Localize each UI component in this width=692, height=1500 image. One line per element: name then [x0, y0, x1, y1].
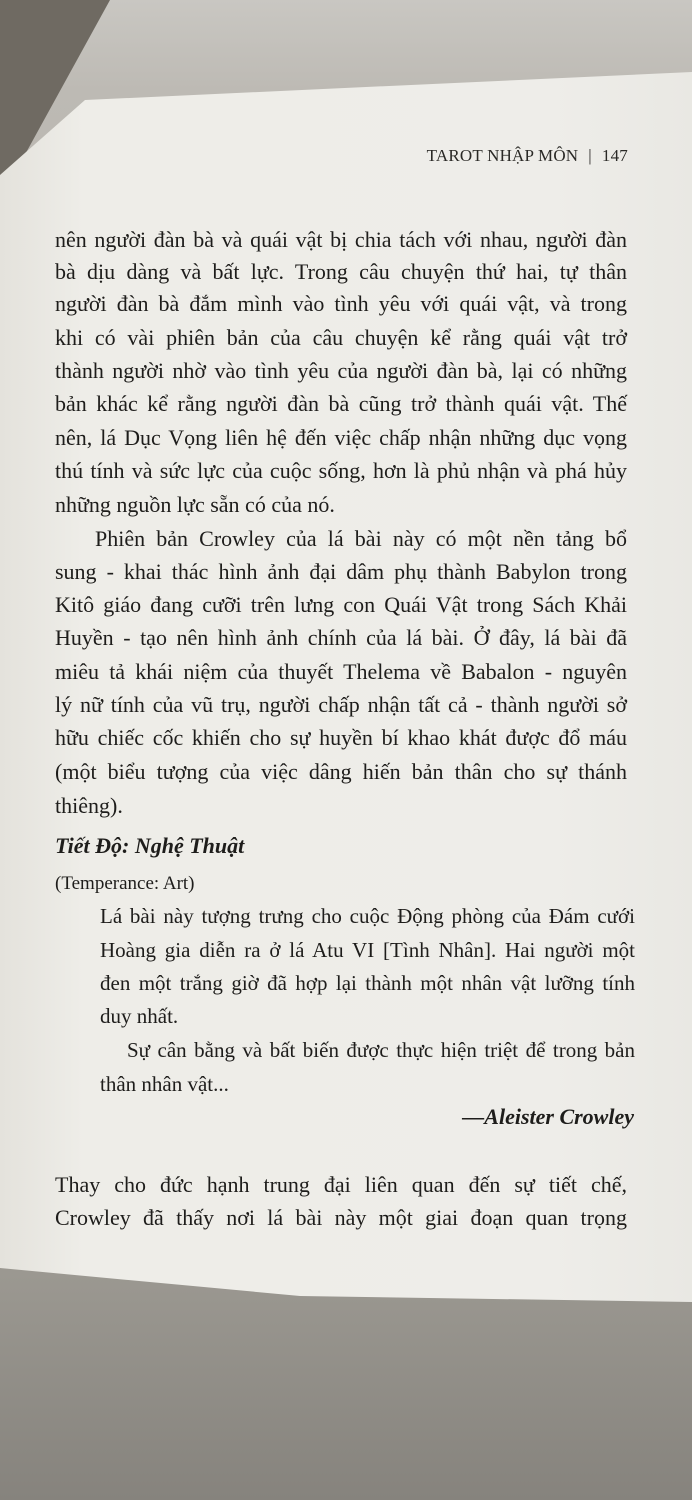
text-line: Phiên bản Crowley của lá bài này có một nền tảng bổ — [95, 526, 627, 551]
quote-attribution: —Aleister Crowley — [462, 1104, 634, 1129]
text-line: (một biểu tượng của việc dâng hiến bản thân cho sự thánh — [55, 759, 627, 784]
text-line: miêu tả khái niệm của thuyết Thelema về Babalon - nguyên — [55, 659, 627, 684]
text-line: người đàn bà đắm mình vào tình yêu với quái vật, và trong — [55, 291, 627, 316]
text-line: nên người đàn bà và quái vật bị chia tách với nhau, người đàn — [55, 227, 627, 252]
text-line: bản khác kể rằng người đàn bà cũng trở thành quái vật. Thế — [55, 391, 627, 416]
book-title: TAROT NHẬP MÔN — [426, 146, 579, 165]
text-line: thân nhân vật... — [100, 1072, 229, 1096]
text-line: thú tính và sức lực của cuộc sống, hơn là phủ nhận và phá hủy — [55, 458, 627, 483]
text-line: bà dịu dàng và bất lực. Trong câu chuyện thứ hai, tự thân — [55, 259, 627, 284]
text-line: lý nữ tính của vũ trụ, người chấp nhận tất cả - thành người sở — [55, 692, 627, 717]
text-line: Thay cho đức hạnh trung đại liên quan đến sự tiết chế, — [55, 1172, 627, 1197]
text-line: Huyền - tạo nên hình ảnh chính của lá bài. Ở đây, lá bài đã — [55, 625, 627, 650]
text-line: Sự cân bằng và bất biến được thực hiện triệt để trong bản — [127, 1038, 635, 1062]
section-heading: Tiết Độ: Nghệ Thuật — [55, 833, 245, 858]
text-line: sung - khai thác hình ảnh đại dâm phụ thành Babylon trong — [55, 559, 627, 584]
text-line: khi có vài phiên bản của câu chuyện kể rằng quái vật trở — [55, 325, 627, 350]
text-line: đen một trắng giờ đã hợp lại thành một nhân vật lưỡng tính — [100, 971, 635, 995]
text-line: hữu chiếc cốc khiến cho sự huyền bí khao khát được đổ máu — [55, 725, 627, 750]
running-header — [427, 146, 628, 166]
text-line: Crowley đã thấy nơi lá bài này một giai đoạn quan trọng — [55, 1205, 627, 1230]
text-line: thành người nhờ vào tình yêu của người đàn bà, lại có những — [55, 358, 627, 383]
page-number: 147 — [601, 146, 628, 165]
header-separator: | — [588, 146, 592, 165]
text-line: Lá bài này tượng trưng cho cuộc Động phòng của Đám cưới — [100, 904, 635, 928]
section-subtitle: (Temperance: Art) — [55, 873, 195, 894]
text-line: thiêng). — [55, 793, 123, 818]
text-line: Hoàng gia diễn ra ở lá Atu VI [Tình Nhân]. Hai người một — [100, 938, 635, 962]
text-line: duy nhất. — [100, 1004, 179, 1028]
text-line: Kitô giáo đang cưỡi trên lưng con Quái Vật trong Sách Khải — [55, 592, 627, 617]
text-line: nên, lá Dục Vọng liên hệ đến việc chấp nhận những dục vọng — [55, 425, 627, 450]
text-line: những nguồn lực sẵn có của nó. — [55, 492, 335, 517]
